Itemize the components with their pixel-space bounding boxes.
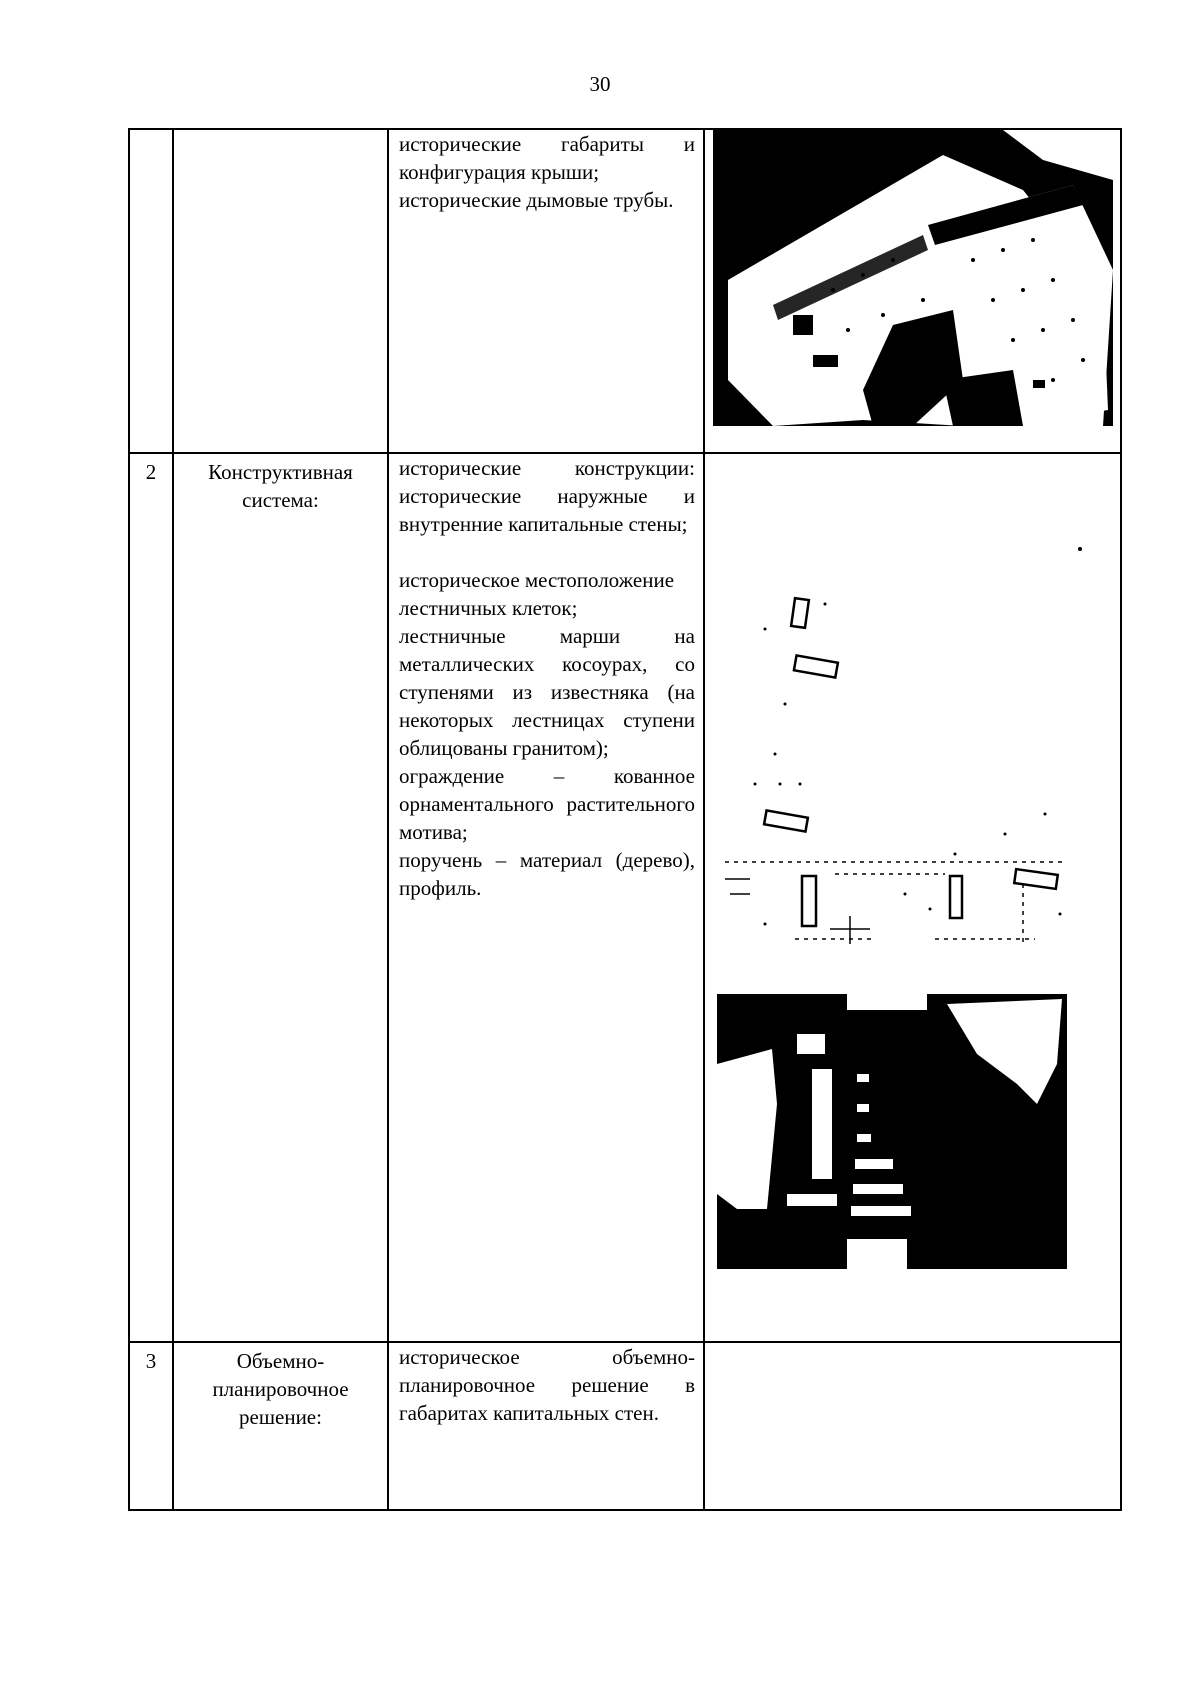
description-line: историческое объемно-планировочное решение в габаритах капитальных стен. — [399, 1345, 695, 1425]
row-number: 3 — [129, 1342, 173, 1510]
floor-plan-drawing — [705, 454, 1122, 1014]
description-line: историческое местоположение лестничных клеток; — [399, 568, 675, 620]
table-row — [129, 453, 1121, 1342]
table-row — [129, 1342, 1121, 1510]
staircase-photo — [717, 994, 1134, 1294]
row-description — [388, 1342, 704, 1510]
aerial-roof-photo — [713, 130, 1130, 452]
row-number: 2 — [129, 453, 173, 1342]
description-line: исторические габариты и конфигурация крыши; — [399, 132, 695, 184]
row-number — [129, 129, 173, 453]
row-description — [388, 129, 704, 453]
row-title — [173, 129, 388, 453]
description-line: исторические дымовые трубы. — [399, 188, 674, 212]
description-line: поручень – материал (дерево), профиль. — [399, 848, 695, 900]
row-title: Объемно-планировочное решение: — [173, 1342, 388, 1510]
table-row — [129, 129, 1121, 453]
row-title: Конструктивная система: — [173, 453, 388, 1342]
row-description — [388, 453, 704, 1342]
image-cell — [704, 129, 1121, 453]
image-cell — [704, 453, 1121, 1342]
protected-features-table — [128, 128, 1122, 1511]
description-line: ограждение – кованное орнаментального растительного мотива; — [399, 764, 695, 844]
page-number: 30 — [589, 72, 611, 96]
description-line: лестничные марши на металлических косоурах, со ступенями из известняка (на некоторых лестницах ступени облицованы гранитом); — [399, 624, 695, 760]
image-cell — [704, 1342, 1121, 1510]
description-block: исторические конструкции: исторические наружные и внутренние капитальные стены; — [399, 456, 695, 536]
